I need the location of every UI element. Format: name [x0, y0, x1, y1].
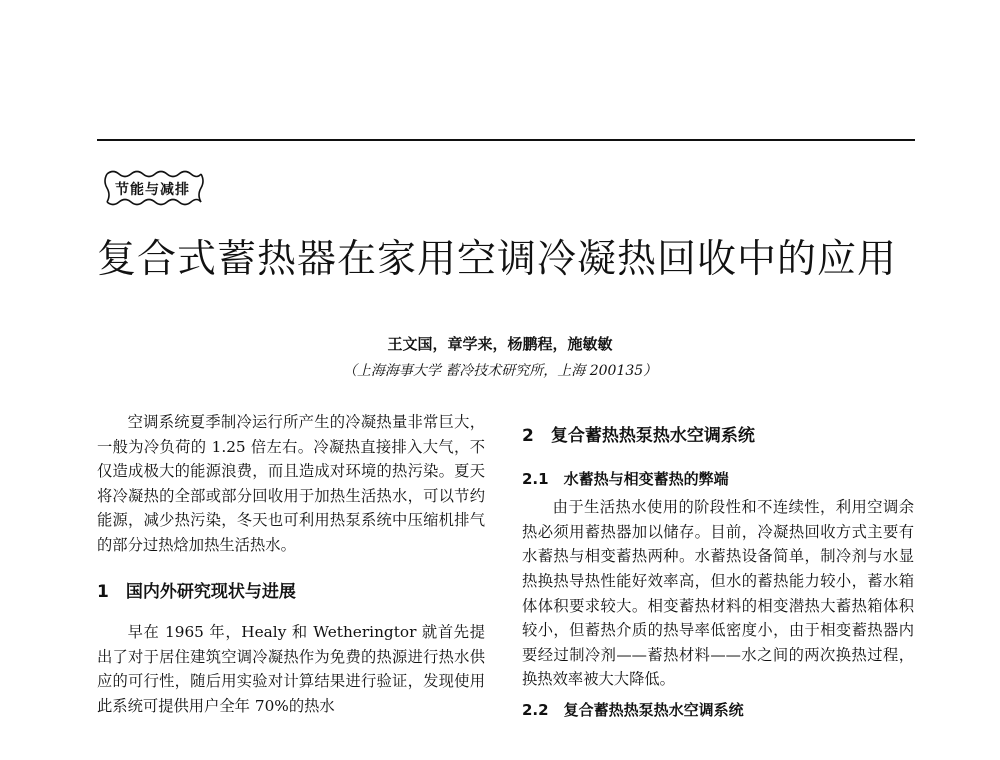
- header-rule: [97, 139, 915, 141]
- paper-title: 复合式蓄热器在家用空调冷凝热回收中的应用: [97, 237, 898, 282]
- section-tag: [103, 168, 205, 208]
- authors: 王文国，章学来，杨鹏程，施敏敏: [387, 335, 613, 353]
- section-2-1-heading: 2.1 水蓄热与相变蓄热的弊端: [522, 469, 729, 488]
- affiliation: （上海海事大学 蓄冷技术研究所，上海 200135）: [342, 363, 658, 379]
- section-2-1-paragraph: 由于生活热水使用的阶段性和不连续性，利用空调余热必须用蓄热器加以储存。目前，冷凝热回收方式主要有水蓄热与相变蓄热两种。水蓄热设备简单，制冷剂与水显热换热导热性能好效率高，但水的蓄热能力较小，蓄水箱体体积要求较大。相变蓄热材料的相变潜热大蓄热箱体积较小，但蓄热介质的热导率低密度小，由于相变蓄热器内要经过制冷剂——蓄热材料——水之间的两次换热过程，换热效率被大大降低。: [522, 498, 914, 689]
- left-column: [97, 410, 485, 719]
- intro-paragraph: 空调系统夏季制冷运行所产生的冷凝热量非常巨大，一般为冷负荷的 1.25 倍左右。冷凝热直接排入大气，不仅造成极大的能源浪费，而且造成对环境的热污染。夏天将冷凝热的全部或部分回收用于加热生活热水，可以节约能源，减少热污染，冬天也可利用热泵系统中压缩机排气的部分过热焓加热生活热水。: [97, 413, 485, 554]
- section-tag-label: 节能与减排: [115, 182, 190, 198]
- section-2-2-heading: 2.2 复合蓄热热泵热水空调系统: [522, 700, 744, 719]
- section-1-paragraph: 早在 1965 年，Healy 和 Wetheringtor 就首先提出了对于居住建筑空调冷凝热作为免费的热源进行热水供应的可行性，随后用实验对计算结果进行验证，发现使用此系统可提供用户全年 70%的热水: [97, 623, 485, 715]
- right-column: [522, 424, 914, 723]
- section-1-heading: 1 国内外研究现状与进展: [97, 581, 296, 602]
- section-2-heading: 2 复合蓄热热泵热水空调系统: [522, 426, 755, 446]
